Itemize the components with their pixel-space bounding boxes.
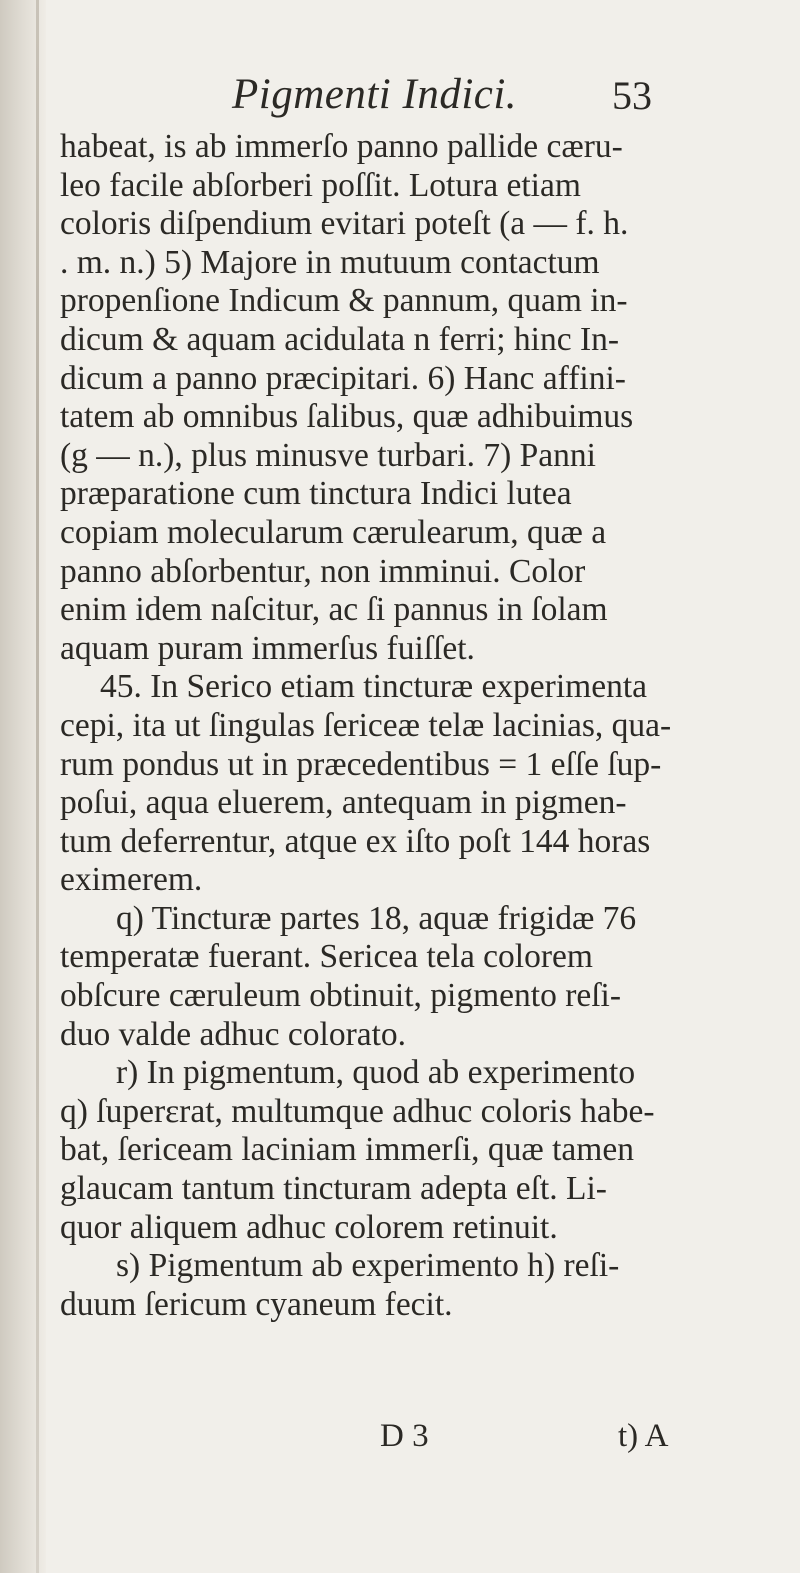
paragraph-start: s) Pigmentum ab experimento h) reſi- — [116, 1247, 620, 1285]
text-line: coloris diſpendium evitari poteſt (a — f. h. — [60, 205, 629, 243]
page-number: 53 — [612, 73, 652, 118]
text-line: præparatione cum tinctura Indici lutea — [60, 475, 572, 513]
text-line: quor aliquem adhuc colorem retinuit. — [60, 1208, 558, 1246]
paragraph-start: q) Tincturæ partes 18, aquæ frigidæ 76 — [116, 899, 637, 937]
text-line: dicum a panno præcipitari. 6) Hanc affini- — [60, 359, 626, 397]
text-line: leo facile abſorberi poſſit. Lotura etiam — [60, 166, 581, 204]
text-line: dicum & aquam acidulata n ferri; hinc In- — [60, 320, 620, 358]
text-line: poſui, aqua eluerem, antequam in pigmen- — [60, 784, 627, 822]
text-line: rum pondus ut in præcedentibus = 1 eſſe ſup- — [60, 745, 662, 783]
signature-mark: D 3 — [380, 1418, 429, 1454]
catchword: t) A — [618, 1418, 669, 1454]
text-line: panno abſorbentur, non imminui. Color — [60, 552, 586, 590]
text-line: copiam molecularum cærulearum, quæ a — [60, 513, 607, 551]
text-line: propenſione Indicum & pannum, quam in- — [60, 282, 628, 320]
text-line: . m. n.) 5) Majore in mutuum contactum — [60, 243, 600, 281]
text-line: tatem ab omnibus ſalibus, quæ adhibuimus — [60, 398, 634, 436]
running-title: Pigmenti Indici. — [232, 71, 518, 118]
binding-gutter — [0, 0, 46, 1573]
text-line: eximerem. — [60, 861, 203, 899]
text-line: q) ſuperεrat, multumque adhuc coloris habe- — [60, 1092, 655, 1130]
text-line: temperatæ fuerant. Sericea tela colorem — [60, 938, 593, 976]
page-header — [0, 70, 800, 120]
binding-edge — [36, 0, 39, 1573]
paragraph-start: 45. In Serico etiam tincturæ experimenta — [100, 668, 647, 706]
text-line: duum ſericum cyaneum fecit. — [60, 1285, 453, 1323]
page-footer — [0, 1418, 800, 1458]
text-line: cepi, ita ut ſingulas ſericeæ telæ lacinias, qua- — [60, 706, 672, 744]
text-line: duo valde adhuc colorato. — [60, 1015, 407, 1053]
text-line: enim idem naſcitur, ac ſi pannus in ſolam — [60, 591, 608, 629]
text-line: bat, ſericeam laciniam immerſi, quæ tamen — [60, 1131, 634, 1169]
body-text — [60, 128, 760, 1324]
text-line: glaucam tantum tincturam adepta eſt. Li- — [60, 1170, 607, 1208]
text-line: (g — n.), plus minusve turbari. 7) Panni — [60, 436, 596, 474]
paragraph-start: r) In pigmentum, quod ab experimento — [116, 1054, 636, 1092]
text-line: habeat, is ab immerſo panno pallide cæru- — [60, 128, 623, 165]
text-line: obſcure cæruleum obtinuit, pigmento reſi- — [60, 977, 621, 1015]
text-line: aquam puram immerſus fuiſſet. — [60, 629, 475, 667]
text-line: tum deferrentur, atque ex iſto poſt 144 horas — [60, 822, 651, 860]
